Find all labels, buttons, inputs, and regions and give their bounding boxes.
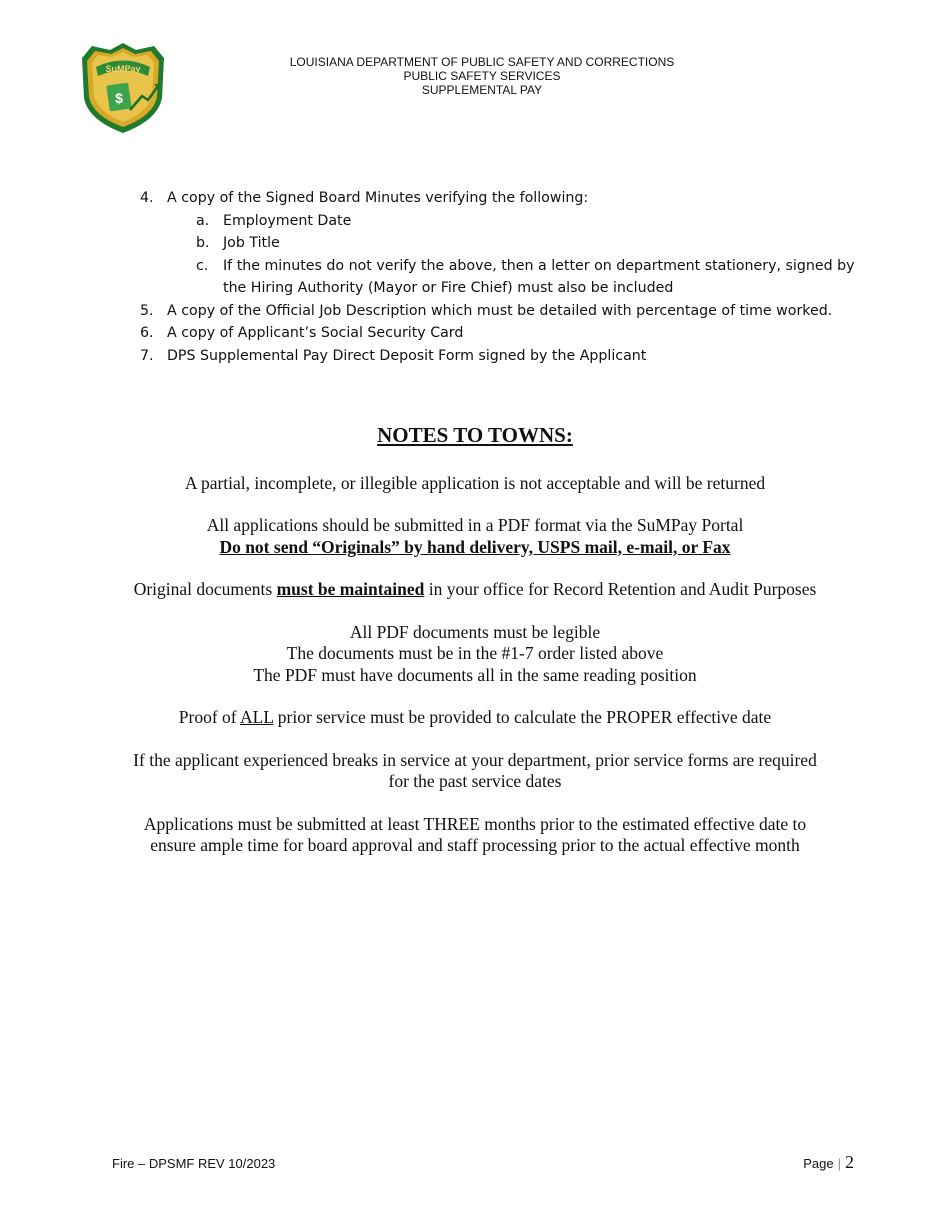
- sub-letter: c.: [196, 257, 209, 274]
- notes-title: NOTES TO TOWNS:: [377, 423, 573, 447]
- note-incomplete: [90, 473, 860, 495]
- note-emphasis: must be maintained: [276, 579, 425, 599]
- note-text: ensure ample time for board approval and staff processing prior to the actual effective month: [150, 835, 800, 855]
- list-number: 7.: [140, 347, 154, 364]
- note-text: prior service must be provided to calculate the PROPER effective date: [273, 707, 772, 727]
- list-text: DPS Supplemental Pay Direct Deposit Form signed by the Applicant: [167, 347, 647, 364]
- notes-section: [90, 425, 860, 878]
- note-warning: Do not send “Originals” by hand delivery, USPS mail, e-mail, or Fax: [219, 536, 731, 557]
- page-label: Page: [803, 1156, 834, 1171]
- logo-dollar: $: [115, 90, 123, 106]
- note-pdf-format: [90, 515, 860, 558]
- sumpay-logo: [78, 40, 168, 136]
- note-text: Original documents: [133, 579, 277, 599]
- note-text: A partial, incomplete, or illegible application is not acceptable and will be returned: [184, 472, 766, 493]
- note-legibility: [90, 622, 860, 687]
- note-breaks: [90, 750, 860, 793]
- sub-list-item: [140, 255, 860, 300]
- note-text: All applications should be submitted in a PDF format via the SuMPay Portal: [206, 515, 744, 535]
- sub-text-line1: If the minutes do not verify the above, then a letter on department stationery, signed by: [223, 257, 855, 274]
- note-prior-service: [90, 707, 860, 729]
- note-text: in your office for Record Retention and Audit Purposes: [424, 579, 817, 599]
- sub-text: Job Title: [223, 235, 280, 251]
- header-department: LOUISIANA DEPARTMENT OF PUBLIC SAFETY AND CORRECTIONS: [289, 55, 675, 69]
- sub-text: Employment Date: [223, 212, 352, 229]
- note-originals: [90, 579, 860, 601]
- logo-text: SuMPay: [105, 64, 141, 74]
- sub-letter: b.: [196, 235, 210, 251]
- page-number: 2: [845, 1152, 854, 1172]
- list-item: [140, 300, 860, 323]
- note-text: The documents must be in the #1-7 order listed above: [286, 643, 664, 663]
- note-text: All PDF documents must be legible: [349, 621, 601, 642]
- header-services: PUBLIC SAFETY SERVICES: [403, 69, 561, 83]
- list-text: A copy of the Official Job Description which must be detailed with percentage of time worked.: [167, 302, 833, 319]
- list-text: A copy of Applicant’s Social Security Card: [167, 325, 464, 341]
- note-timing: [90, 814, 860, 857]
- list-item: [140, 322, 860, 345]
- note-text: If the applicant experienced breaks in service at your department, prior service forms are required: [133, 749, 817, 770]
- list-text: A copy of the Signed Board Minutes verifying the following:: [167, 190, 589, 206]
- sub-text-line2: the Hiring Authority (Mayor or Fire Chief) must also be included: [223, 280, 674, 296]
- footer-page: [803, 1152, 854, 1173]
- note-emphasis: ALL: [240, 707, 274, 727]
- note-text: for the past service dates: [388, 771, 562, 791]
- list-number: 4.: [140, 190, 154, 206]
- sub-letter: a.: [196, 212, 210, 229]
- requirements-list: [140, 187, 860, 367]
- sub-list-item: [140, 210, 860, 233]
- list-item: [140, 187, 860, 210]
- document-header: [262, 55, 702, 97]
- list-number: 5.: [140, 302, 154, 319]
- header-program: SUPPLEMENTAL PAY: [421, 83, 543, 97]
- list-number: 6.: [140, 325, 154, 341]
- note-text: Applications must be submitted at least THREE months prior to the estimated effective date to: [143, 813, 807, 834]
- footer-form-id: Fire – DPSMF REV 10/2023: [112, 1156, 276, 1171]
- list-item: [140, 345, 860, 368]
- note-text: The PDF must have documents all in the same reading position: [253, 664, 697, 685]
- sub-list-item: [140, 232, 860, 255]
- page-separator: |: [837, 1156, 841, 1171]
- note-text: Proof of: [178, 707, 241, 727]
